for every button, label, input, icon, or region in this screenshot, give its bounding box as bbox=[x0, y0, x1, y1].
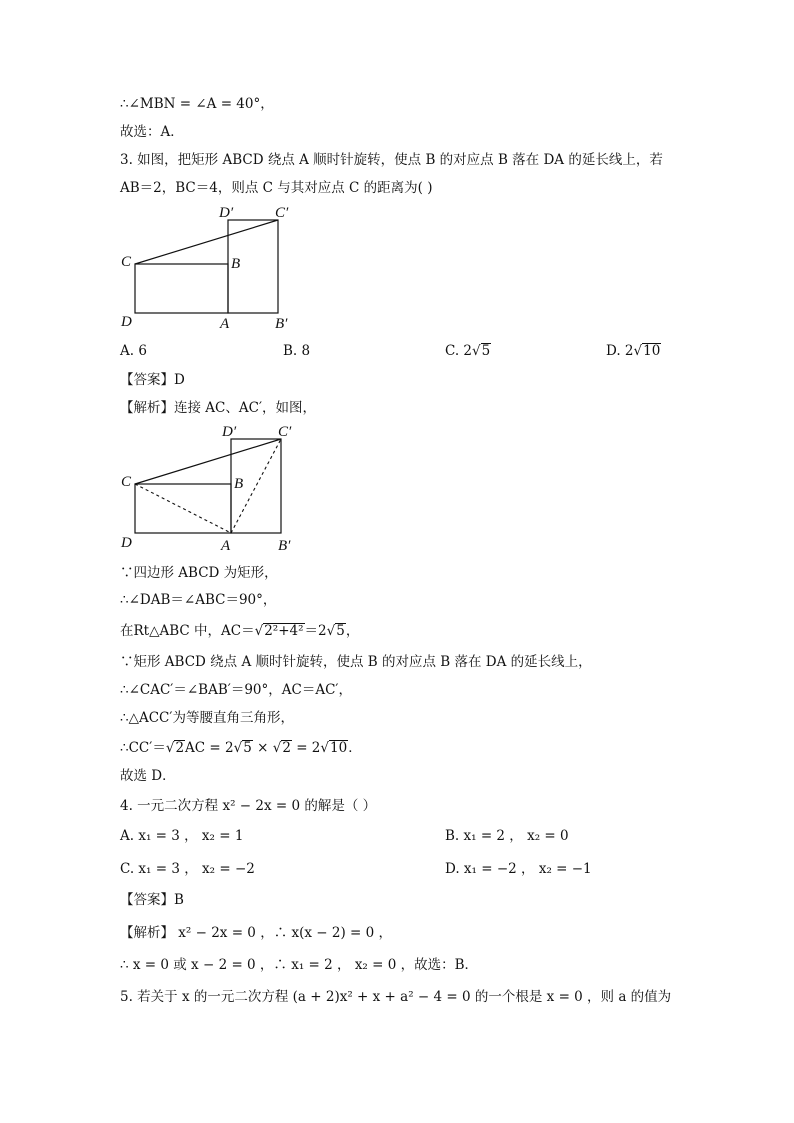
step-line: 故选 D． bbox=[120, 768, 176, 784]
label-a: A bbox=[221, 538, 231, 554]
label-c: C bbox=[121, 474, 132, 490]
step-line: 在Rt△ABC 中，AC＝√2²+4²＝2√5， bbox=[120, 623, 360, 639]
label-a: A bbox=[220, 316, 230, 332]
analysis: 【解析】 x² − 2x = 0 ，∴ x(x − 2) = 0 ， bbox=[120, 925, 392, 941]
option-b: B. 8 bbox=[283, 343, 311, 359]
step-line: ∴△ACC′为等腰直角三角形， bbox=[120, 710, 294, 726]
option-a: A. x₁ = 3 ， x₂ = 1 bbox=[120, 828, 244, 844]
option-d: D. 2√10 bbox=[606, 343, 661, 359]
option-d: D. x₁ = −2 ， x₂ = −1 bbox=[445, 861, 592, 877]
question-3-line2: AB＝2，BC＝4，则点 C 与其对应点 C 的距离为( ) bbox=[120, 180, 433, 196]
option-b: B. x₁ = 2 ， x₂ = 0 bbox=[445, 828, 569, 844]
label-d-prime: D′ bbox=[219, 205, 234, 221]
figure-rotated-rectangle-with-diagonals bbox=[115, 420, 305, 555]
label-b: B bbox=[234, 476, 244, 492]
step-line: ∵四边形 ABCD 为矩形， bbox=[120, 565, 278, 581]
label-b-prime: B′ bbox=[275, 316, 288, 332]
label-c-prime: C′ bbox=[278, 424, 292, 440]
step-line: ∴CC′＝√2AC = 2√5 × √2 = 2√10． bbox=[120, 740, 362, 756]
option-c: C. x₁ = 3 ， x₂ = −2 bbox=[120, 861, 255, 877]
analysis: 【解析】连接 AC、AC′，如图， bbox=[120, 400, 317, 416]
option-a: A. 6 bbox=[120, 343, 147, 359]
question-3-line1: 3. 如图，把矩形 ABCD 绕点 A 顺时针旋转，使点 B 的对应点 B 落在 DA 的延长线上，若 bbox=[120, 152, 663, 168]
question-5: 5. 若关于 x 的一元二次方程 (a + 2)x² + x + a² − 4 = 0 的一个根是 x = 0 ，则 a 的值为 bbox=[120, 989, 672, 1005]
step-line: ∴∠DAB＝∠ABC＝90°， bbox=[120, 592, 277, 608]
step-line: ∵矩形 ABCD 绕点 A 顺时针旋转，使点 B 的对应点 B 落在 DA 的延长线上， bbox=[120, 654, 592, 670]
label-b: B bbox=[231, 256, 241, 272]
solution-line: ∴ x = 0 或 x − 2 = 0 ，∴ x₁ = 2 ， x₂ = 0 ，故选：B． bbox=[120, 957, 479, 973]
text-line: ∴∠MBN = ∠A = 40°， bbox=[120, 96, 274, 112]
question-4: 4. 一元二次方程 x² − 2x = 0 的解是（ ） bbox=[120, 798, 377, 814]
option-c: C. 2√5 bbox=[445, 343, 491, 359]
label-d-prime: D′ bbox=[222, 424, 237, 440]
answer: 【答案】B bbox=[120, 892, 184, 908]
text-line: 故选：A． bbox=[120, 124, 184, 140]
label-c-prime: C′ bbox=[275, 205, 289, 221]
figure-rotated-rectangle bbox=[115, 200, 305, 335]
label-c: C bbox=[121, 254, 132, 270]
label-b-prime: B′ bbox=[278, 538, 291, 554]
label-d: D bbox=[121, 535, 132, 551]
step-line: ∴∠CAC′＝∠BAB′＝90°，AC＝AC′， bbox=[120, 682, 352, 698]
answer: 【答案】D bbox=[120, 372, 185, 388]
label-d: D bbox=[121, 314, 132, 330]
